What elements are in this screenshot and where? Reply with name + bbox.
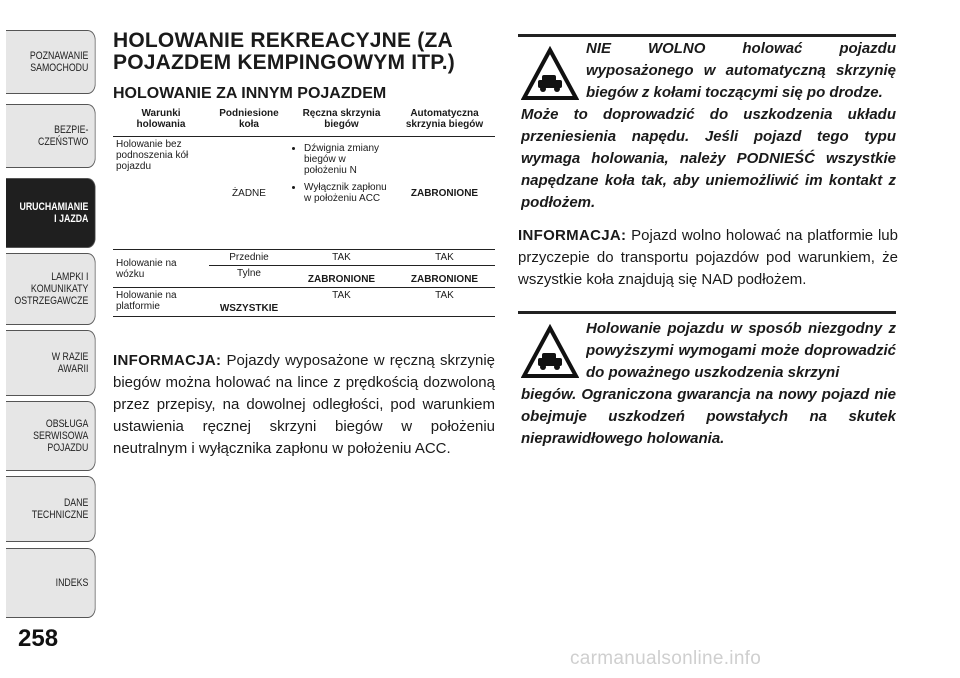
- table-cell: ZABRONIONE: [394, 137, 495, 250]
- table-cell: Holowanie na wózku: [113, 250, 209, 288]
- info-label: INFORMACJA:: [113, 352, 222, 369]
- tab-w-razie-awarii[interactable]: W RAZIE AWARII: [6, 330, 96, 396]
- warning-rule: [518, 311, 896, 314]
- section-subtitle: HOLOWANIE ZA INNYM POJAZDEM: [113, 85, 387, 102]
- table-cell: ZABRONIONE: [394, 266, 495, 288]
- table-cell: TAK: [394, 288, 495, 317]
- warning-rule: [518, 34, 896, 37]
- table-cell: Przednie: [209, 250, 289, 266]
- section-title: HOLOWANIE REKREACYJNE (ZA POJAZDEM KEMPINGOWYM ITP.): [113, 29, 455, 74]
- tab-uruchamianie-i-jazda[interactable]: URUCHAMIANIE I JAZDA: [6, 178, 96, 248]
- info-paragraph-left: [113, 350, 495, 460]
- info-text: Pojazdy wyposażone w ręczną skrzynię biegów można holować na lince z prędkością dozwoloną przez przepisy, na dowolnej odległości, pod warunkiem ustawienia ręcznej skrzyni biegów w położeniu neutralnym i wyłącznika zapłonu w położeniu ACC.: [113, 352, 495, 457]
- table-cell: TAK: [289, 250, 394, 266]
- table-header-row: [113, 106, 495, 137]
- list-item: • Wyłącznik zapłonu w położeniu ACC: [304, 182, 391, 204]
- table-cell: ŻADNE: [209, 137, 289, 250]
- info-paragraph-right: [518, 225, 898, 291]
- table-row: [113, 288, 495, 317]
- table-row: [113, 250, 495, 266]
- warning-text-1a: NIE WOLNO holować pojazdu wyposażonego w automatyczną skrzynię biegów z kołami toczącymi się po drodze.: [586, 40, 896, 101]
- table-cell: [289, 137, 394, 250]
- table-cell: ZABRONIONE: [289, 266, 394, 288]
- info-label: INFORMACJA:: [518, 227, 627, 244]
- table-row: [113, 137, 495, 250]
- table-cell: TAK: [394, 250, 495, 266]
- info-text: Pojazd wolno holować na platformie lub przyczepie do transportu pojazdów pod warunkiem, że wszystkie koła znajdują się NAD podłożem.: [518, 227, 898, 288]
- watermark: carmanualsonline.info: [570, 648, 762, 669]
- tab-bezpieczenstwo[interactable]: BEZPIE- CZEŃSTWO: [6, 104, 96, 168]
- bullet-list: [292, 143, 391, 204]
- table-cell: Holowanie bez podnoszenia kół pojazdu: [113, 137, 209, 250]
- table-header: Ręczna skrzynia biegów: [302, 108, 381, 130]
- warning-text-1b: [521, 104, 896, 214]
- page-number: 258: [18, 625, 59, 652]
- table-cell: Tylne: [209, 266, 289, 288]
- warning-text-2a: Holowanie pojazdu w sposób niezgodny z powyższymi wymogami może doprowadzić do poważnego uszkodzenia skrzyni: [586, 320, 896, 381]
- table-header: Automatyczna skrzynia biegów: [405, 108, 484, 130]
- list-item: • Dźwignia zmiany biegów w położeniu N: [304, 143, 391, 176]
- tab-obsluga-serwisowa[interactable]: OBSŁUGA SERWISOWA POJAZDU: [6, 401, 96, 471]
- tab-poznawanie-samochodu[interactable]: POZNAWANIE SAMOCHODU: [6, 30, 96, 94]
- table-cell: TAK: [289, 288, 394, 317]
- tab-lampki-komunikaty[interactable]: LAMPKI I KOMUNIKATY OSTRZEGAWCZE: [6, 253, 96, 325]
- table-cell: WSZYSTKIE: [209, 288, 289, 317]
- tab-indeks[interactable]: INDEKS: [6, 548, 96, 618]
- warning-triangle-icon: [521, 46, 579, 102]
- towing-table: [113, 106, 495, 317]
- warning-triangle-icon: [521, 324, 579, 380]
- warning-text-2-continued: biegów. Ograniczona gwarancja na nowy pojazd nie obejmuje uszkodzeń powstałych na skutek nieprawidłowego holowania.: [521, 386, 896, 447]
- table-cell: Holowanie na platformie: [113, 288, 209, 317]
- tab-dane-techniczne[interactable]: DANE TECHNICZNE: [6, 476, 96, 542]
- table-header: Podniesione koła: [219, 108, 279, 130]
- warning-text-2b: [521, 384, 896, 450]
- table-header: Warunki holowania: [136, 108, 186, 130]
- warning-text-1-continued: Może to doprowadzić do uszkodzenia układu przeniesienia napędu. Jeśli pojazd tego typu wymaga holowania, należy PODNIEŚĆ wszystkie napędzane koła tak, aby uniemożliwić im kontakt z podłożem.: [521, 106, 896, 211]
